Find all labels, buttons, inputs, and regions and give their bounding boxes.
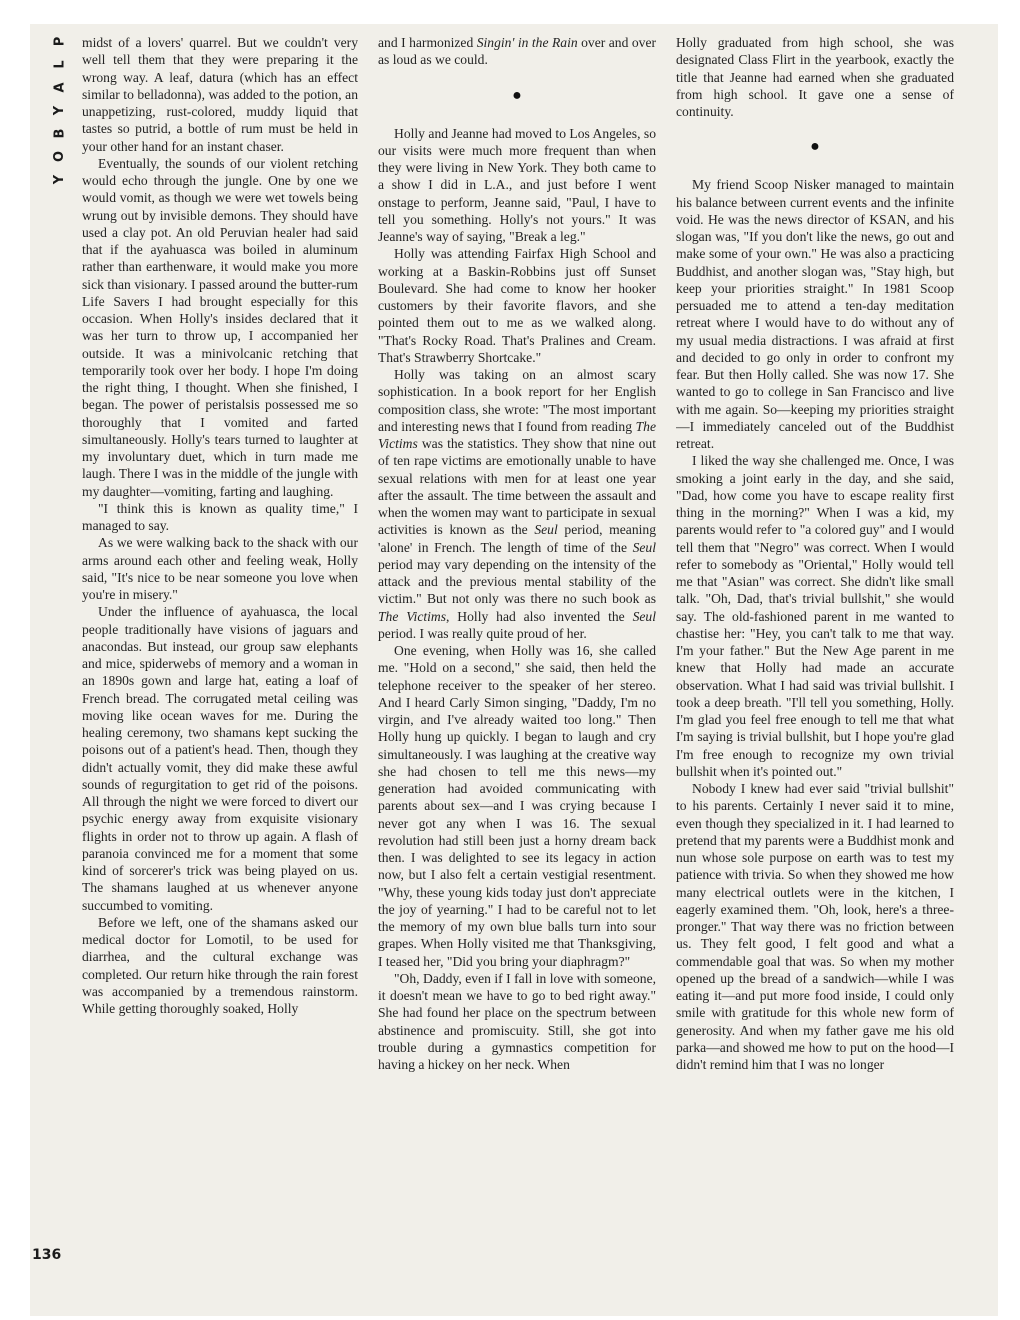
page-number: 136 [32,1247,62,1263]
running-head-letter: B [52,128,68,139]
paragraph: As we were walking back to the shack with our arms around each other and feeling weak, Holly said, "It's nice to be near someone you love when you're in misery." [82,535,358,602]
text-column-1 [82,34,358,1298]
text-run: period, meaning 'alone' in French. The length of time of the [378,522,656,555]
book-title: The Victims [378,418,656,451]
paragraph: One evening, when Holly was 16, she called me. "Hold on a second," she said, then held the telephone receiver to the speaker of her stereo. And I heard Carly Simon singing, "Daddy, I'm no virgin, and I've already waited too long." Then Holly hung up quickly. I began to laugh and cry simultaneously. I was laughing at the creative way she had chosen to tell me this news—my generation had avoided communicating with parents about sex—and I was crying because I never got any when I was 16. The sexual revolution had still been just a horny dream back then. I was delighted to see its legacy in action now, but I also felt a certain vestigial resentment. "Why, these young kids today just don't appreciate the joy of yearning." I had to be careful not to let the memory of my own blue balls turn into sour grapes. When Holly visited me that Thanksgiving, I teased her, "Did you bring your diaphragm?" [378,643,656,969]
paragraph: My friend Scoop Nisker managed to maintain his balance between current events and the infinite void. He was the news director of KSAN, and his slogan was, "If you don't like the news, go out and make some of your own." He was also a practicing Buddhist, and another slogan was, "Stay high, but keep your priorities straight." In 1981 Scoop persuaded me to attend a ten-day meditation retreat where I would have to do without any of my usual media distractions. I was afraid at first and decided to go only in order to confront my fear. But then Holly called. She was now 17. She wanted to go to college in San Francisco and live with me again. So—keeping my priorities straight—I immediately canceled out of the Buddhist retreat. [676,177,954,451]
paragraph: Holly and Jeanne had moved to Los Angeles, so our visits were much more frequent than when they were living in New York. They both came to a show I did in L.A., and just before I went onstage to perform, Jeanne said, "Paul, I have to tell you something. Holly's not yours." It was Jeanne's way of saying, "Break a leg." [378,125,656,244]
section-separator-bullet: ● [810,138,820,156]
paragraph: Before we left, one of the shamans asked our medical doctor for Lomotil, to be used for diarrhea, and the cultural exchange was completed. Our return hike through the rain forest was accompanied by a tremendous rainstorm. While getting thoroughly soaked, Holly [82,914,358,1016]
section-separator-bullet: ● [512,86,522,104]
text-run: was the statistics. They show that nine out of ten rape victims are emotionally unable to have sexual relations with men for at least one year after the assault. The time between the assault and when the women may want to participate in sexual activities is known as the [378,436,656,538]
running-head [50,30,70,191]
text-run: Holly was taking on an almost scary sophistication. In a book report for her English composition class, she wrote: "The most important and interesting news that I found from reading [378,367,656,434]
running-head-letter: L [52,60,68,69]
running-head-letter: Y [52,105,68,116]
paragraph [378,34,656,69]
italic-term: Seul [632,608,656,624]
running-head-letter: P [52,36,68,47]
text-run: period may vary depending on the intensity of the attack and the previous mental stability of the victim." But not only was there no such book as [378,556,656,607]
paragraph: "Oh, Daddy, even if I fall in love with someone, it doesn't mean we have to go to bed right away." She had found her place on the spectrum between abstinence and promiscuity. Still, she got into trouble during a gymnastics competition for having a hickey on her neck. When [378,970,656,1072]
magazine-page [30,24,998,1316]
running-head-letter: O [52,150,68,163]
text-column-3 [676,34,954,1298]
paragraph: Holly graduated from high school, she was designated Class Flirt in the yearbook, exactly the title that Jeanne had earned when she graduated from high school. It gave one a sense of continuity. [676,35,954,119]
text-run: over and over as loud as we could. [378,35,656,68]
paragraph [378,366,656,642]
paragraph: "I think this is known as quality time," I managed to say. [82,500,358,533]
italic-term: Seul [534,522,558,538]
text-run: period. I was really quite proud of her. [378,625,587,641]
running-head-letter: A [52,82,68,93]
paragraph: Nobody I knew had ever said "trivial bullshit" to his parents. Certainly I never said it to mine, even though they specialized in it. I had learned to pretend that my parents were a Buddhist monk and nun whose sole purpose on earth was to test my patience with trivia. So when they showed me how many electrical outlets were in the kitchen, I eagerly examined them. "Oh, look, here's a three-pronger." That way there was no friction between us. They felt good, I felt good and what a commendable goal that was. So when my mother opened up the bread of a sandwich—while I was eating it—and put more food inside, I could only smile with gratitude for this whole new form of generosity. And when my father gave me his old parka—and showed me how to put on the hood—I didn't remind him that I was no longer [676,781,954,1072]
text-run: and I harmonized [378,35,477,50]
italic-term: Seul [632,539,656,555]
text-run: , Holly had also invented the [446,608,633,624]
song-title: Singin' in the Rain [476,35,578,50]
paragraph: Eventually, the sounds of our violent retching would echo through the jungle. One by one we would vomit, as though we were wet towels being wrung out by invisible demons. They should have used a clay pot. An old Peruvian healer had said that if the ayahuasca was boiled in aluminum rather than earthenware, it would make you more sick than visionary. I passed around the butter-rum Life Savers I had brought especially for this occasion. When Holly's insides declared that it was her turn to throw up, I accompanied her outside. It was a minivolcanic retching that temporarily took over her body. I hope I'm doing the right thing, I thought. When she finished, I began. The power of peristalsis possessed me so thoroughly that I vomited and farted simultaneously. Holly's tears turned to laughter at my involuntary duet, which in turn made me laugh. There I was in the middle of the jungle with my daughter—vomiting, farting and laughing. [82,155,358,499]
text-column-2 [378,34,656,1298]
paragraph: I liked the way she challenged me. Once, I was smoking a joint early in the day, and she said, "Dad, how come you have to escape reality first thing in the morning?" When I was a kid, my parents would refer to "a colored guy" and I would tell them that "Negro" was correct. When I would refer to somebody as "Oriental," Holly would tell me that "Asian" was correct. She didn't like small talk. "Oh, Dad, that's trivial bullshit," she would say. The old-fashioned parent in me wanted to chastise her: "Hey, you can't talk to me that way. I'm your father." But the New Age parent in me knew that Holly had made an accurate observation. What I had said was trivial bullshit. I took a deep breath. "I'll tell you something, Holly. I'm glad you feel free enough to tell me that what I'm saying is trivial bullshit, but I hope you're glad I'm free enough to recognize my own trivial bullshit when it's pointed out." [676,453,954,779]
paragraph: Holly was attending Fairfax High School and working at a Baskin-Robbins just off Sunset Boulevard. She had come to know her hooker customers by their favorite flavors, and she pointed them out to me as we walked along. "That's Rocky Road. That's Pralines and Cream. That's Strawberry Shortcake." [378,246,656,365]
paragraph: Under the influence of ayahuasca, the local people traditionally have visions of jaguars and anacondas. But instead, our group saw elephants and mice, spiderwebs of memory and a woman in an 1890s gown and large hat, eating a loaf of French bread. The corrugated metal ceiling was moving like ocean waves for me. During the healing ceremony, two shamans kept sucking the poisons out of a patient's head. Then, though they didn't actually vomit, they did make these awful sounds of regurgitation to get rid of the poisons. All through the night we were forced to divert our psychic energy away from exquisite visionary flights in order not to throw up again. A flash of paranoia convinced me for a moment that some kind of sorcerer's trick was being played on us. The shamans laughed at us whenever anyone succumbed to vomiting. [82,604,358,913]
paragraph: midst of a lovers' quarrel. But we couldn't very well tell them that they were preparing it the wrong way. A leaf, datura (which has an effect similar to belladonna), was added to the potion, an unappetizing, rust-colored, muddy liquid that tastes so putrid, a bottle of rum must be held in your other hand for an instant chaser. [82,35,358,154]
running-head-letter: Y [52,174,68,185]
book-title: The Victims [378,608,447,624]
